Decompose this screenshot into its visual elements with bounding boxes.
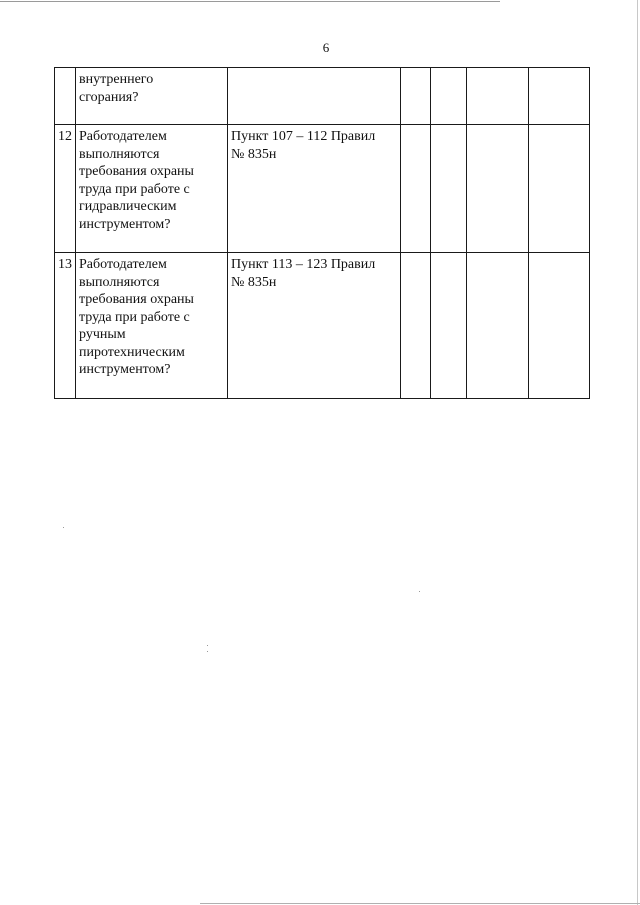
answer-no-cell bbox=[431, 125, 467, 253]
answer-yes-cell bbox=[401, 68, 431, 125]
answer-yes-cell bbox=[401, 125, 431, 253]
row-number-cell: 12 bbox=[55, 125, 76, 253]
answer-no-cell bbox=[431, 253, 467, 399]
reference-cell: Пункт 113 – 123 Правил № 835н bbox=[228, 253, 401, 399]
scan-edge-top bbox=[0, 1, 500, 2]
scan-speck bbox=[63, 527, 64, 528]
table-row bbox=[55, 125, 590, 253]
row-number-cell bbox=[55, 68, 76, 125]
row-number-cell: 13 bbox=[55, 253, 76, 399]
page-number: 6 bbox=[322, 40, 330, 55]
answer-na-cell bbox=[467, 125, 529, 253]
table-row bbox=[55, 253, 590, 399]
answer-no-cell bbox=[431, 68, 467, 125]
checklist-table bbox=[54, 67, 590, 399]
scan-speck bbox=[207, 645, 208, 646]
question-cell: Работодателем выполняются требования охраны труда при работе с ручным пиротехническим инструментом? bbox=[76, 253, 228, 399]
note-cell bbox=[529, 125, 590, 253]
table-row bbox=[55, 68, 590, 125]
answer-yes-cell bbox=[401, 253, 431, 399]
reference-cell: Пункт 107 – 112 Правил № 835н bbox=[228, 125, 401, 253]
scan-edge-bottom bbox=[200, 903, 640, 904]
note-cell bbox=[529, 68, 590, 125]
reference-cell bbox=[228, 68, 401, 125]
scan-speck bbox=[419, 591, 420, 592]
question-cell: внутреннего сгорания? bbox=[76, 68, 228, 125]
note-cell bbox=[529, 253, 590, 399]
answer-na-cell bbox=[467, 253, 529, 399]
scan-edge-right bbox=[637, 0, 638, 905]
scan-speck bbox=[207, 651, 208, 652]
answer-na-cell bbox=[467, 68, 529, 125]
question-cell: Работодателем выполняются требования охраны труда при работе с гидравлическим инструментом? bbox=[76, 125, 228, 253]
